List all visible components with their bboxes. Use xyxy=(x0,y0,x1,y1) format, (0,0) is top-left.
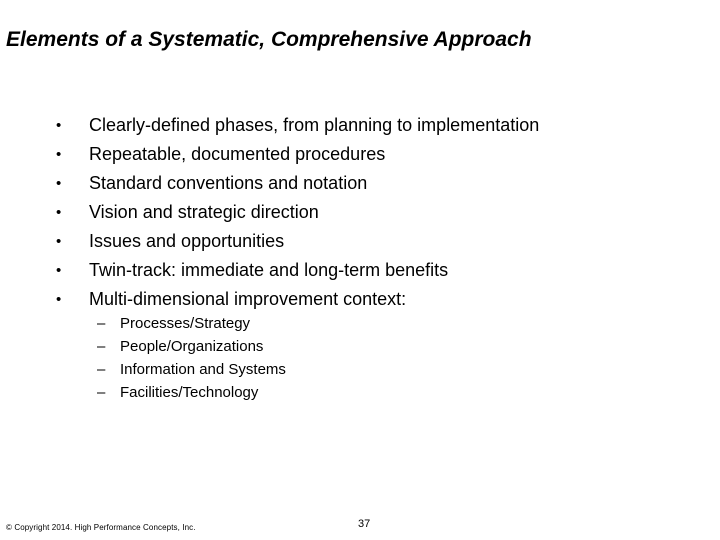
bullet-item xyxy=(0,140,720,169)
bullet-item xyxy=(0,227,720,256)
sub-bullet-marker: – xyxy=(97,384,106,401)
bullet-marker: • xyxy=(56,291,62,308)
bullet-text: Standard conventions and notation xyxy=(89,173,368,193)
bullet-item xyxy=(0,198,720,227)
bullet-marker: • xyxy=(56,262,62,279)
bullet-item xyxy=(0,256,720,285)
sub-bullet-item xyxy=(0,358,720,381)
sub-bullet-text: People/Organizations xyxy=(120,338,264,355)
bullet-marker: • xyxy=(56,204,62,221)
bullet-text: Clearly-defined phases, from planning to implementation xyxy=(89,115,540,135)
bullet-marker: • xyxy=(56,146,62,163)
bullet-text: Issues and opportunities xyxy=(89,231,285,251)
bullet-marker: • xyxy=(56,117,62,134)
bullet-marker: • xyxy=(56,233,62,250)
sub-bullet-item xyxy=(0,312,720,335)
sub-bullet-marker: – xyxy=(97,338,106,355)
bullet-marker: • xyxy=(56,175,62,192)
sub-bullet-item xyxy=(0,381,720,404)
sub-bullet-text: Processes/Strategy xyxy=(120,315,251,332)
bullet-text: Vision and strategic direction xyxy=(89,202,319,222)
bullet-list xyxy=(0,111,720,314)
sub-bullet-text: Facilities/Technology xyxy=(120,384,259,401)
bullet-text: Repeatable, documented procedures xyxy=(89,144,386,164)
bullet-item xyxy=(0,285,720,314)
bullet-item xyxy=(0,111,720,140)
sub-bullet-item xyxy=(0,335,720,358)
sub-bullet-marker: – xyxy=(97,315,106,332)
slide-title: Elements of a Systematic, Comprehensive Approach xyxy=(6,28,532,51)
bullet-text: Twin-track: immediate and long-term benefits xyxy=(89,260,449,280)
copyright-footer: © Copyright 2014. High Performance Concepts, Inc. xyxy=(6,523,196,532)
sub-bullet-list xyxy=(0,312,720,404)
bullet-item xyxy=(0,169,720,198)
bullet-text: Multi-dimensional improvement context: xyxy=(89,289,407,309)
sub-bullet-text: Information and Systems xyxy=(120,361,286,378)
page-number: 37 xyxy=(358,518,371,530)
sub-bullet-marker: – xyxy=(97,361,106,378)
